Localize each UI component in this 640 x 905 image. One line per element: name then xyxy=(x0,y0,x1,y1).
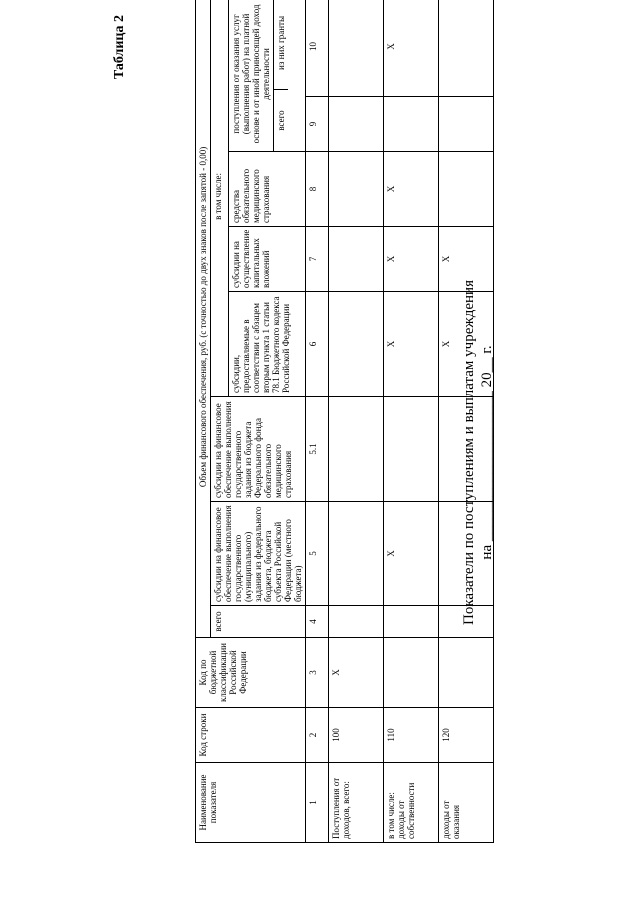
table-row xyxy=(384,0,439,843)
header-subsidy-state-task: субсидии на финансовое обеспечение выполнения государственного (муниципального) задания из федерального бюджета, бюджета субъекта Российской Федерации (местного бюджета) xyxy=(211,502,306,606)
cell-7: X xyxy=(384,227,439,292)
cell-8: X xyxy=(384,152,439,227)
header-subsidy-78: субсидии, предоставляемые в соответствии с абзацем вторым пункта 1 статьи 78.1 Бюджетного кодекса Российской Федерации xyxy=(228,292,305,397)
cell-total xyxy=(329,606,384,638)
row-code: 120 xyxy=(439,708,494,763)
header-paid-services: поступления от оказания услуг (выполнения работ) на платной основе и от иной приносящей доход деятельности xyxy=(229,0,274,151)
column-number: 2 xyxy=(306,708,329,763)
cell-5-1 xyxy=(329,397,384,502)
table-label: Таблица 2 xyxy=(112,15,127,80)
cell-10: X xyxy=(384,0,439,97)
header-total-2: всего xyxy=(274,89,288,151)
header-row-1 xyxy=(196,0,211,843)
header-line-code: Код строки xyxy=(196,708,306,763)
table-row xyxy=(329,0,384,843)
header-grants: из них гранты xyxy=(275,15,286,70)
header-oms: средства обязательного медицинского страхования xyxy=(228,152,305,227)
cell-10 xyxy=(439,0,494,97)
column-number: 4 xyxy=(306,606,329,638)
cell-6: X xyxy=(384,292,439,397)
row-code: 100 xyxy=(329,708,384,763)
cell-9 xyxy=(329,97,384,152)
cell-budget: X xyxy=(329,638,384,708)
cell-6: X xyxy=(439,292,494,397)
document-date-line: на ____________________ 20__ г. xyxy=(479,345,495,560)
header-subsidy-fund: субсидии на финансовое обеспечение выполнения государственного задания из бюджета Федерального фонда обязательного медицинского страхования xyxy=(211,397,306,502)
column-number: 6 xyxy=(306,292,329,397)
row-name: доходы от оказания xyxy=(439,763,494,843)
column-number: 5 xyxy=(306,502,329,606)
header-volume: Объем финансового обеспечения, руб. (с точностью до двух знаков после запятой - 0,00) xyxy=(196,0,211,638)
header-total: всего xyxy=(211,606,306,638)
column-number: 9 xyxy=(306,97,329,152)
cell-9 xyxy=(384,97,439,152)
cell-5: X xyxy=(384,502,439,606)
cell-total xyxy=(384,606,439,638)
cell-budget xyxy=(384,638,439,708)
column-number-row xyxy=(306,0,329,843)
row-name: Поступления от доходов, всего: xyxy=(329,763,384,843)
cell-5 xyxy=(329,502,384,606)
column-number: 3 xyxy=(306,638,329,708)
cell-budget xyxy=(439,638,494,708)
header-name: Наименование показателя xyxy=(196,763,306,843)
cell-7: X xyxy=(439,227,494,292)
report-table xyxy=(195,0,494,843)
header-subsidy-capital: субсидии на осуществление капитальных вложений xyxy=(228,227,305,292)
column-number: 7 xyxy=(306,227,329,292)
cell-8 xyxy=(439,152,494,227)
row-name: в том числе: доходы от собственности xyxy=(384,763,439,843)
column-number: 10 xyxy=(306,0,329,97)
cell-9 xyxy=(439,97,494,152)
header-including: в том числе: xyxy=(211,0,229,397)
cell-6 xyxy=(329,292,384,397)
cell-5-1 xyxy=(439,397,494,502)
cell-7 xyxy=(329,227,384,292)
column-number: 8 xyxy=(306,152,329,227)
column-number: 5.1 xyxy=(306,397,329,502)
header-budget-code: Код по бюджетной классификации Российской Федерации xyxy=(196,638,306,708)
header-paid-services-block xyxy=(228,0,305,152)
document-title: Показатели по поступлениям и выплатам учреждения xyxy=(461,280,477,625)
cell-5 xyxy=(439,502,494,606)
table-row xyxy=(439,0,494,843)
cell-10 xyxy=(329,0,384,97)
cell-5-1 xyxy=(384,397,439,502)
row-code: 110 xyxy=(384,708,439,763)
cell-total xyxy=(439,606,494,638)
cell-8 xyxy=(329,152,384,227)
column-number: 1 xyxy=(306,763,329,843)
